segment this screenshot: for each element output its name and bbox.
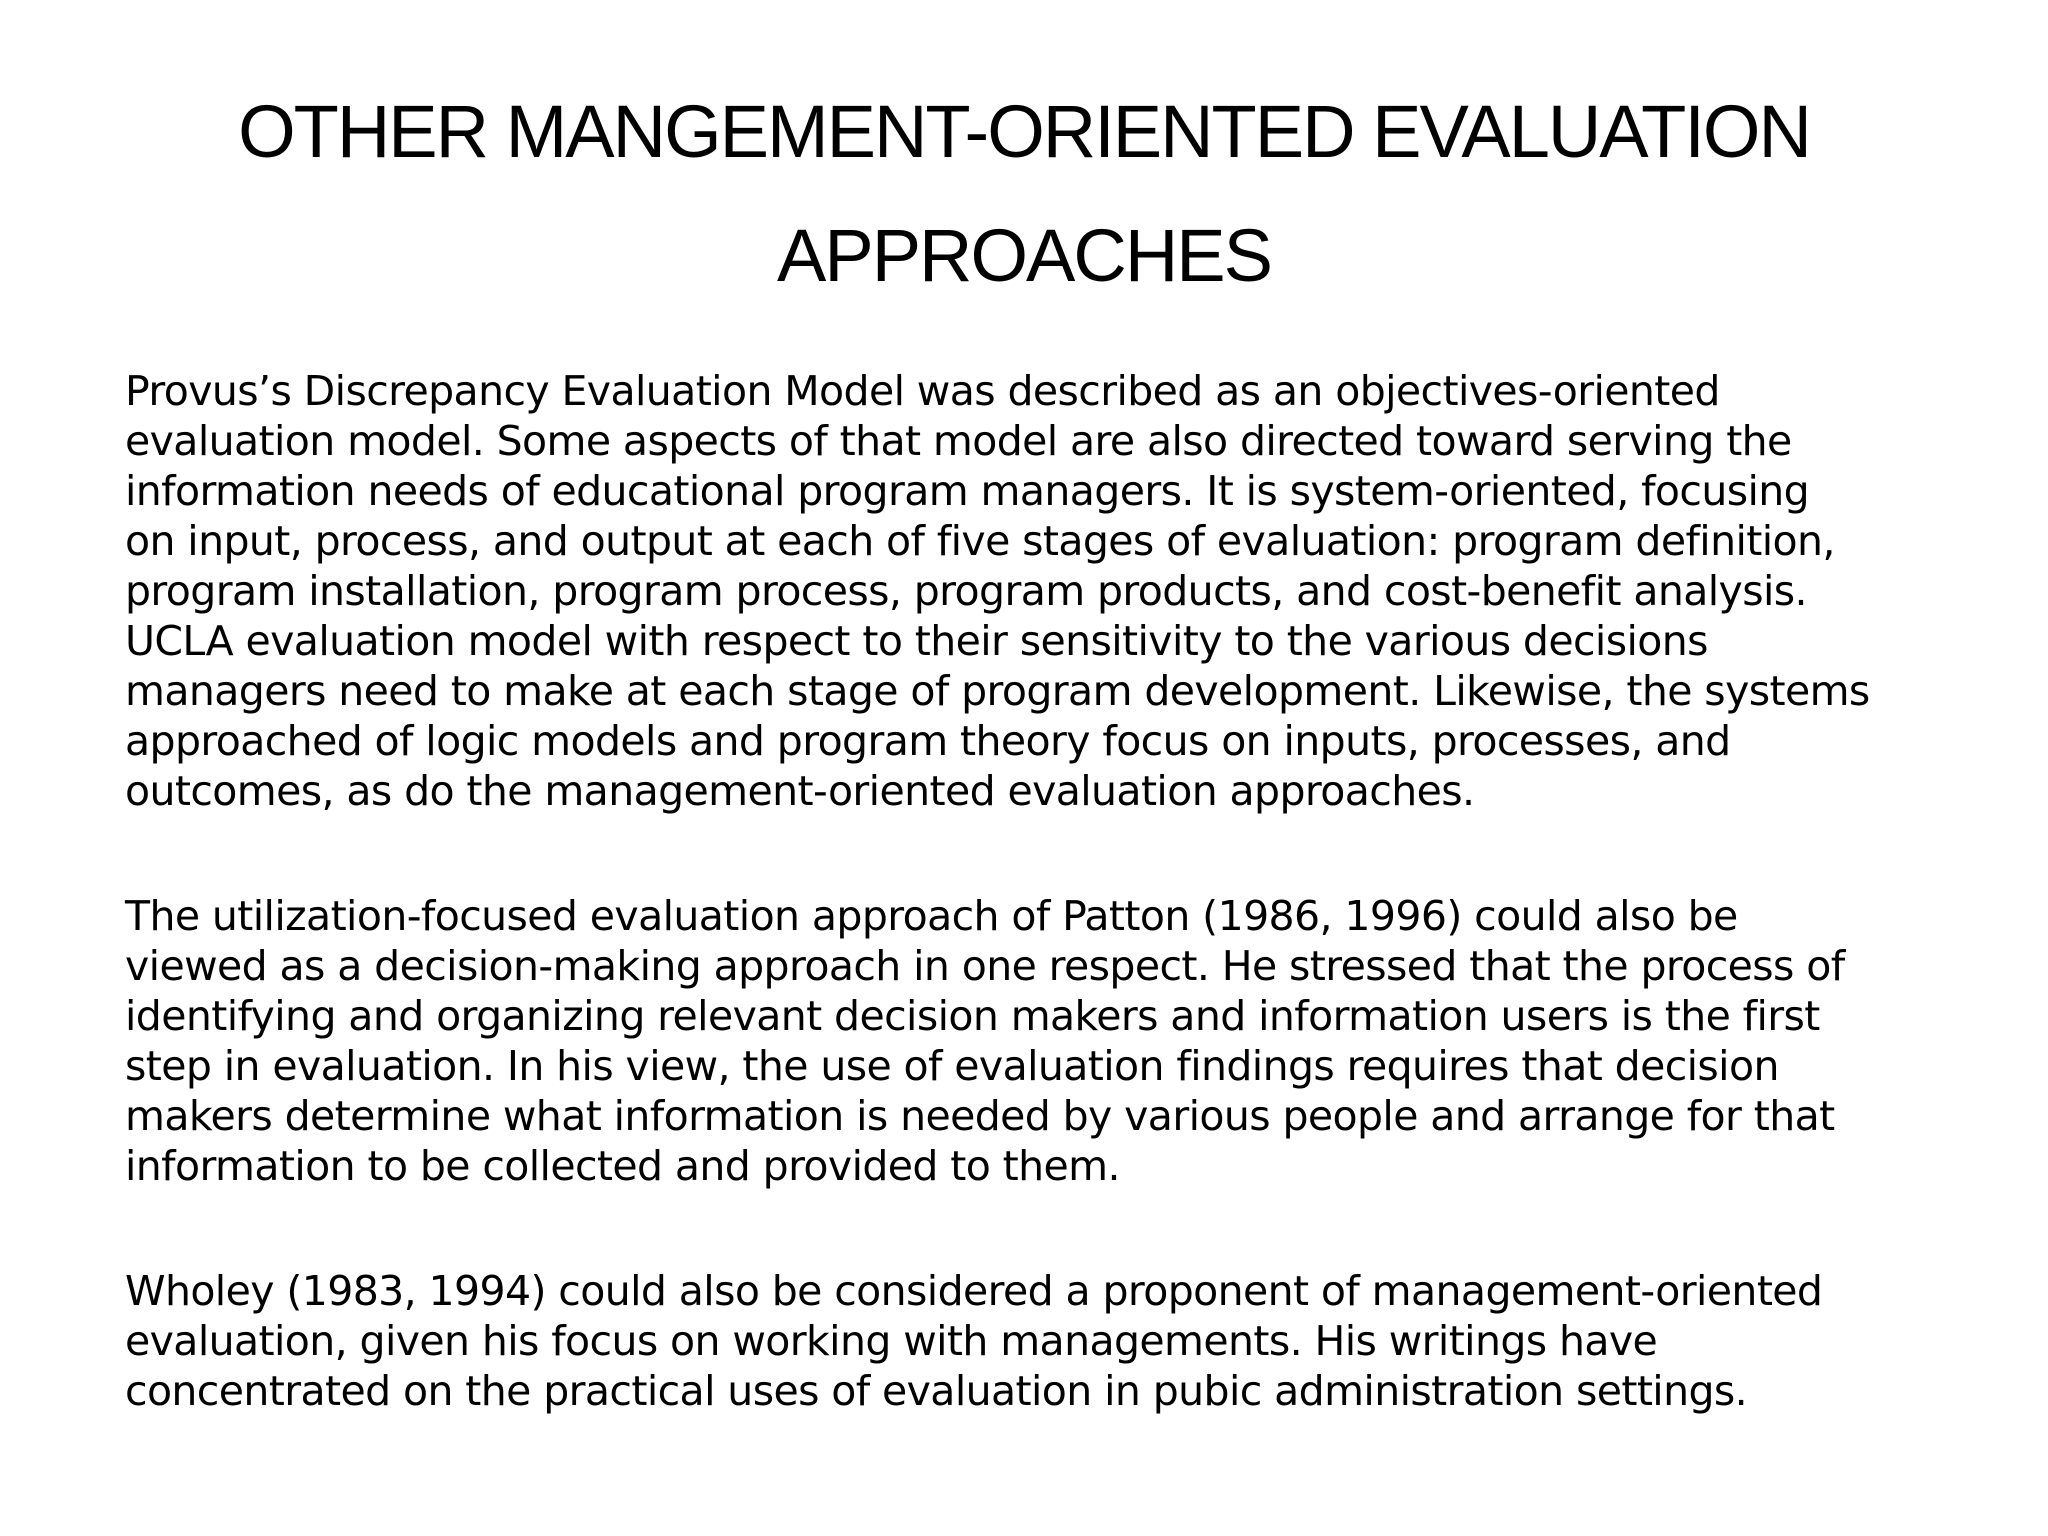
paragraph-line: information needs of educational program managers. It is system-oriented, focusing: [125, 467, 1810, 515]
paragraph-line: managers need to make at each stage of program development. Likewise, the systems: [125, 667, 1870, 715]
slide-body: [125, 366, 1955, 1416]
paragraph-line: Wholey (1983, 1994) could also be considered a proponent of management-oriented: [125, 1267, 1823, 1315]
paragraph-line: outcomes, as do the management-oriented evaluation approaches.: [125, 767, 1475, 815]
paragraph-line: approached of logic models and program theory focus on inputs, processes, and: [125, 717, 1731, 765]
paragraph-line: Provus’s Discrepancy Evaluation Model was described as an objectives-oriented: [125, 367, 1720, 415]
paragraph-wholey: [125, 1266, 1955, 1416]
paragraph-line: identifying and organizing relevant decision makers and information users is the first: [125, 992, 1820, 1040]
paragraph-line: program installation, program process, program products, and cost-benefit analysis.: [125, 567, 1807, 615]
paragraph-line: UCLA evaluation model with respect to their sensitivity to the various decisions: [125, 617, 1708, 665]
paragraph-line: evaluation model. Some aspects of that model are also directed toward serving the: [125, 417, 1792, 465]
paragraph-provus: [125, 366, 1955, 816]
paragraph-line: makers determine what information is needed by various people and arrange for that: [125, 1092, 1835, 1140]
paragraph-line: information to be collected and provided to them.: [125, 1142, 1120, 1190]
paragraph-line: step in evaluation. In his view, the use of evaluation findings requires that decision: [125, 1042, 1779, 1090]
slide-title-line-1: OTHER MANGEMENT-ORIENTED EVALUATION: [238, 90, 1810, 173]
slide-title: [200, 70, 1848, 318]
paragraph-patton: [125, 891, 1955, 1191]
paragraph-line: on input, process, and output at each of five stages of evaluation: program definition,: [125, 517, 1835, 565]
slide-title-line-2: APPROACHES: [776, 214, 1272, 297]
paragraph-line: evaluation, given his focus on working with managements. His writings have: [125, 1317, 1658, 1365]
paragraph-line: concentrated on the practical uses of evaluation in pubic administration settings.: [125, 1367, 1748, 1415]
paragraph-line: The utilization-focused evaluation approach of Patton (1986, 1996) could also be: [125, 892, 1738, 940]
paragraph-line: viewed as a decision-making approach in one respect. He stressed that the process of: [125, 942, 1845, 990]
